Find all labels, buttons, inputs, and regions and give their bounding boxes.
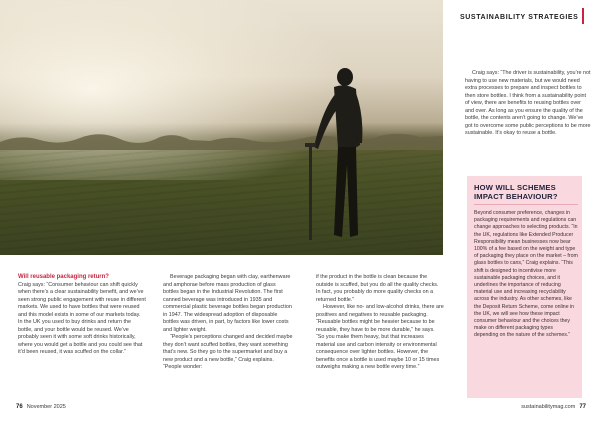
column-3-paragraph-1: if the product in the bottle is clean because the outside is scuffed, but you do all the quality checks. In fact, you probably do more quality checks on a returned bottle.” [316,274,439,303]
right-column-text [465,70,591,138]
article-column-3 [316,274,444,372]
column-1-paragraph: Craig says: “Consumer behaviour can shift quickly when there’s a clear sustainability benefit, and we’ve seen strong public engagement with reuse in different markets. We used to have bottles that were reused and this model exists in some of our markets today. In the UK you used to buy drinks and return the bottle, and your bottle would be reused. We’ve probably seen it with some soft drinks historically, where you would get a bottle and you could see that it’d been reused, it was scuffed on the collar.” [18,281,146,355]
callout-divider [474,204,578,205]
farmer-silhouette [300,65,380,250]
column-3-paragraph-2: However, like no- and low-alcohol drinks, there are positives and negatives to reusable packaging. “Reusable bottles might be heavier because to be reusable, they have to be more durable,” he says. “So you make them heavy, but that increases material use and carbon intensity or environmental consequence over lighter bottles. However, the benefits once a bottle is used maybe 10 or 15 times outweighs making a new bottle every time.” [316,304,444,370]
footer-left [16,404,66,410]
right-page-number: 77 [579,404,586,410]
right-paragraph: Craig says: “The driver is sustainability, you’re not having to use new materials, but we would need extra processes to prepare and inspect bottles to then store bottles. I think from a sustainability point of view, there are benefits to reusing bottles over and over. As long as you ensure the quality of the bottle, the contents aren’t going to change. We’ve got to overcome some public perceptions to be more sustainable. It’s okay to reuse a bottle. [465,70,591,136]
left-page-number: 76 [16,404,23,410]
footer-right [521,404,586,410]
section-header: SUSTAINABILITY STRATEGIES [460,14,579,21]
callout-title: HOW WILL SCHEMES IMPACT BEHAVIOUR? [474,183,558,201]
callout-body: Beyond consumer preference, changes in packaging requirements and regulations can change approaches to selecting products. “In the UK, regulations like Extended Producer Responsibility mean businesses now bear 100% of a fee based on the weight and type of packaging they place on the market – from glass bottles to cans,” Craig explains. “This shift is designed to incentivise more sustainable packaging choices, and it underlines the importance of reducing material use and increasing recyclability across the industry. As other schemes, like the Deposit Return Scheme, come online in the UK, we will see how these impact consumer behaviour and the choices they make on different packaging types depending on the nature of the schemes.” [474,210,578,339]
issue-date: November 2025 [26,404,66,410]
header-accent-bar [582,8,584,24]
website: sustainabilitymag.com [521,404,576,410]
column-2-paragraph-1: Beverage packaging began with clay, earthenware and amphorae before mass production of glass bottles began in the Industrial Revolution. The first canned beverage was introduced in 1935 and commercial plastic beverage bottles began production in 1947. The widespread adoption of disposable bottles was driven, in part, by factors like lower costs and lighter weight. [163,274,292,333]
column-2-paragraph-2: “People’s perceptions changed and decided maybe they don’t want scuffed bottles, they want something that’s new. So they go to the supermarket and buy a new product and a new bottle,” Craig explains. “People wonder: [163,334,293,370]
article-column-1 [18,274,146,357]
hero-photo [0,0,443,255]
article-column-2 [163,274,293,372]
subheading: Will reusable packaging return? [18,274,109,280]
